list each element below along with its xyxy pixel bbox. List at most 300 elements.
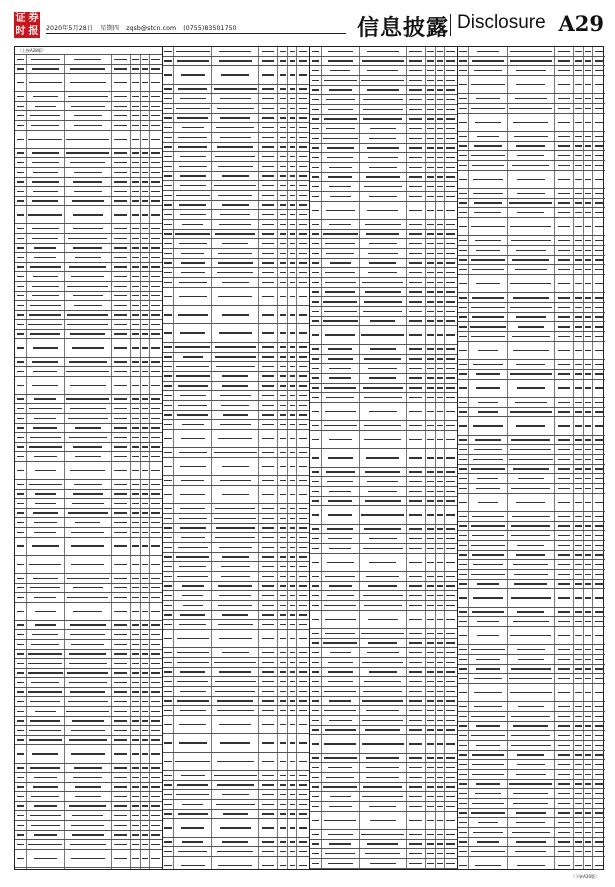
table-cell (593, 114, 605, 131)
table-row (163, 543, 310, 553)
table-cell (297, 734, 309, 751)
table-cell (322, 307, 360, 316)
table-cell (297, 819, 309, 836)
table-cell (407, 66, 426, 75)
table-cell (112, 499, 131, 508)
table-cell (288, 123, 297, 132)
table-cell (407, 525, 426, 534)
table-row (310, 144, 457, 154)
table-cell (407, 629, 426, 638)
table-cell (112, 480, 131, 489)
table-cell (426, 403, 436, 420)
table-cell (436, 144, 445, 153)
table-cell (259, 677, 278, 686)
table-row (310, 477, 457, 487)
table-cell (288, 353, 297, 362)
table-cell (163, 47, 175, 56)
table-cell (322, 47, 360, 56)
table-cell (259, 810, 278, 819)
table-cell (584, 218, 593, 235)
table-cell (584, 256, 593, 265)
table-cell (212, 239, 259, 248)
table-row (458, 684, 606, 702)
table-cell (297, 800, 309, 809)
table-row (15, 339, 162, 357)
table-cell (458, 780, 470, 789)
table-cell (555, 246, 574, 255)
table-cell (584, 828, 593, 837)
table-cell (288, 601, 297, 610)
table-cell (259, 143, 278, 152)
table-row (163, 152, 310, 162)
table-cell (65, 395, 112, 404)
table-cell (163, 114, 175, 123)
table-cell (426, 230, 436, 239)
logo-char: 报 (28, 26, 39, 37)
table-cell (27, 292, 65, 301)
table-cell (436, 840, 445, 849)
table-cell (15, 292, 27, 301)
table-cell (407, 144, 426, 153)
table-cell (259, 306, 278, 323)
table-cell (131, 802, 141, 811)
table-cell (360, 173, 407, 182)
table-cell (297, 391, 309, 400)
continued-note: （下转A30版） (571, 874, 599, 879)
table-cell (27, 395, 65, 404)
table-cell (445, 66, 457, 75)
table-cell (469, 684, 507, 701)
table-cell (458, 818, 470, 827)
table-cell (426, 572, 436, 581)
table-cell (407, 124, 426, 133)
table-cell (288, 543, 297, 552)
table-cell (163, 611, 175, 620)
table-cell (150, 197, 162, 206)
table-cell (407, 57, 426, 66)
table-cell (297, 486, 309, 503)
table-cell (593, 189, 605, 198)
table-row (15, 669, 162, 679)
table-cell (131, 443, 141, 452)
table-row (458, 189, 606, 199)
table-cell (212, 123, 259, 132)
table-cell (469, 208, 507, 217)
table-cell (469, 132, 507, 141)
table-cell (65, 518, 112, 527)
table-cell (288, 201, 297, 210)
table-cell (360, 259, 407, 268)
table-cell (141, 149, 150, 158)
table-cell (131, 584, 141, 593)
table-cell (163, 677, 175, 686)
table-row (310, 706, 457, 716)
table-cell (593, 857, 605, 869)
table-cell (141, 224, 150, 233)
table-cell (297, 572, 309, 581)
table-cell (584, 474, 593, 483)
table-cell (131, 111, 141, 120)
table-cell (131, 480, 141, 489)
table-cell (297, 790, 309, 799)
table-cell (508, 589, 555, 606)
table-cell (426, 278, 436, 287)
table-cell (297, 47, 309, 56)
table-cell (174, 85, 212, 94)
table-row (163, 781, 310, 791)
table-cell (322, 144, 360, 153)
table-cell (426, 134, 436, 143)
table-cell (131, 414, 141, 423)
table-cell (27, 792, 65, 801)
table-row (15, 640, 162, 650)
table-cell (310, 611, 322, 628)
table-cell (112, 330, 131, 339)
table-cell (65, 452, 112, 461)
table-cell (574, 722, 584, 731)
table-cell (445, 202, 457, 219)
table-cell (212, 601, 259, 610)
table-cell (436, 288, 445, 297)
table-cell (288, 391, 297, 400)
table-cell (322, 182, 360, 191)
table-cell (322, 677, 360, 686)
table-cell (297, 697, 309, 706)
table-row (310, 840, 457, 850)
table-cell (141, 111, 150, 120)
table-cell (436, 355, 445, 364)
table-cell (310, 326, 322, 343)
table-row (310, 544, 457, 554)
table-cell (426, 611, 436, 628)
table-cell (131, 131, 141, 148)
table-cell (322, 754, 360, 763)
table-cell (322, 384, 360, 393)
table-cell (555, 570, 574, 579)
table-cell (436, 230, 445, 239)
table-cell (407, 95, 426, 104)
table-cell (436, 86, 445, 95)
table-cell (65, 65, 112, 74)
table-cell (458, 789, 470, 798)
table-row (310, 629, 457, 639)
table-cell (163, 85, 175, 94)
table-cell (288, 401, 297, 410)
table-cell (212, 230, 259, 239)
table-cell (65, 301, 112, 310)
table-cell (407, 393, 426, 402)
table-cell (174, 47, 212, 56)
table-cell (15, 584, 27, 593)
table-cell (584, 741, 593, 750)
table-row (458, 731, 606, 741)
table-cell (508, 465, 555, 474)
table-cell (445, 384, 457, 393)
table-cell (436, 105, 445, 114)
table-row (458, 474, 606, 484)
table-cell (508, 541, 555, 550)
table-cell (163, 706, 175, 715)
table-cell (150, 55, 162, 64)
table-cell (131, 707, 141, 716)
table-cell (65, 574, 112, 583)
table-cell (288, 324, 297, 341)
table-cell (360, 163, 407, 172)
table-cell (278, 104, 288, 113)
table-cell (360, 572, 407, 581)
table-cell (458, 151, 470, 160)
table-row (458, 789, 606, 799)
table-cell (360, 601, 407, 610)
table-row (310, 783, 457, 793)
table-row (310, 220, 457, 230)
table-cell (310, 716, 322, 725)
table-cell (141, 206, 150, 223)
table-cell (278, 533, 288, 542)
table-cell (458, 770, 470, 779)
table-cell (112, 811, 131, 820)
table-cell (469, 512, 507, 521)
table-cell (65, 131, 112, 148)
table-cell (445, 105, 457, 114)
table-cell (469, 313, 507, 322)
table-cell (458, 494, 470, 511)
table-cell (65, 556, 112, 573)
table-cell (593, 838, 605, 847)
table-cell (15, 377, 27, 394)
table-cell (310, 706, 322, 715)
table-cell (174, 94, 212, 103)
table-cell (555, 313, 574, 322)
table-cell (288, 591, 297, 600)
table-cell (322, 431, 360, 448)
table-cell (407, 449, 426, 466)
table-cell (407, 192, 426, 201)
table-cell (163, 268, 175, 277)
table-cell (150, 678, 162, 687)
table-row (163, 259, 310, 269)
table-cell (131, 574, 141, 583)
table-cell (150, 74, 162, 91)
table-cell (574, 617, 584, 626)
table-cell (574, 838, 584, 847)
table-cell (212, 771, 259, 780)
table-cell (436, 582, 445, 591)
table-cell (445, 534, 457, 543)
table-cell (469, 712, 507, 721)
table-cell (310, 144, 322, 153)
table-cell (212, 152, 259, 161)
table-cell (436, 629, 445, 638)
table-cell (259, 458, 278, 475)
table-cell (15, 556, 27, 573)
issue-weekday: 星期四 (100, 25, 120, 32)
table-cell (426, 849, 436, 858)
table-cell (469, 857, 507, 869)
table-cell (27, 868, 65, 869)
table-cell (310, 47, 322, 56)
table-cell (27, 311, 65, 320)
table-cell (15, 234, 27, 243)
table-cell (574, 589, 584, 606)
table-cell (259, 353, 278, 362)
table-cell (65, 111, 112, 120)
table-cell (278, 239, 288, 248)
table-row (15, 821, 162, 831)
table-cell (310, 572, 322, 581)
table-cell (278, 430, 288, 447)
table-row (163, 753, 310, 771)
table-cell (322, 802, 360, 811)
table-row (310, 534, 457, 544)
logo-char: 券 (28, 13, 39, 24)
table-cell (112, 528, 131, 537)
table-cell (360, 783, 407, 792)
table-cell (508, 342, 555, 359)
table-cell (131, 811, 141, 820)
table-cell (555, 809, 574, 818)
table-cell (278, 504, 288, 513)
table-cell (436, 648, 445, 657)
table-cell (65, 688, 112, 697)
table-cell (288, 819, 297, 836)
table-cell (584, 171, 593, 188)
table-cell (141, 574, 150, 583)
table-cell (212, 420, 259, 429)
table-cell (65, 640, 112, 649)
table-cell (15, 414, 27, 423)
table-cell (322, 259, 360, 268)
table-cell (310, 554, 322, 571)
table-cell (163, 753, 175, 770)
table-cell (555, 455, 574, 464)
table-cell (469, 171, 507, 188)
table-cell (574, 265, 584, 274)
table-cell (27, 452, 65, 461)
table-cell (584, 838, 593, 847)
table-cell (150, 320, 162, 329)
table-cell (584, 645, 593, 654)
table-cell (141, 292, 150, 301)
table-cell (508, 655, 555, 664)
table-cell (150, 395, 162, 404)
table-cell (259, 47, 278, 56)
table-cell (259, 239, 278, 248)
table-cell (141, 518, 150, 527)
table-cell (310, 317, 322, 326)
table-cell (150, 244, 162, 253)
table-cell (310, 859, 322, 868)
table-cell (360, 830, 407, 839)
table-cell (65, 792, 112, 801)
table-cell (150, 726, 162, 735)
table-cell (555, 799, 574, 808)
table-cell (360, 86, 407, 95)
table-cell (150, 831, 162, 840)
table-cell (112, 593, 131, 602)
table-cell (574, 380, 584, 397)
table-cell (27, 339, 65, 356)
table-cell (593, 580, 605, 589)
table-row (163, 191, 310, 201)
table-cell (259, 601, 278, 610)
table-cell (469, 522, 507, 531)
table-row (310, 697, 457, 707)
table-cell (150, 292, 162, 301)
table-cell (360, 639, 407, 648)
table-cell (278, 476, 288, 485)
table-cell (458, 838, 470, 847)
table-cell (141, 726, 150, 735)
table-cell (508, 171, 555, 188)
table-cell (288, 706, 297, 715)
table-cell (584, 236, 593, 245)
table-cell (15, 358, 27, 367)
table-cell (407, 706, 426, 715)
table-cell (259, 162, 278, 171)
table-cell (112, 367, 131, 376)
table-cell (174, 648, 212, 657)
table-cell (174, 362, 212, 371)
table-cell (584, 531, 593, 540)
table-cell (469, 151, 507, 160)
table-row (310, 726, 457, 736)
table-cell (360, 220, 407, 229)
table-row (458, 218, 606, 236)
table-cell (310, 268, 322, 277)
table-cell (436, 163, 445, 172)
table-cell (174, 123, 212, 132)
table-cell (458, 484, 470, 493)
table-cell (593, 104, 605, 113)
table-cell (174, 288, 212, 305)
table-cell (174, 201, 212, 210)
table-cell (445, 307, 457, 316)
table-cell (469, 76, 507, 93)
table-row (310, 812, 457, 830)
table-cell (131, 358, 141, 367)
table-cell (212, 668, 259, 677)
table-cell (469, 847, 507, 856)
table-cell (297, 857, 309, 869)
table-cell (593, 809, 605, 818)
table-cell (310, 506, 322, 523)
table-cell (27, 603, 65, 620)
table-cell (310, 220, 322, 229)
table-row (458, 570, 606, 580)
table-cell (469, 380, 507, 397)
table-cell (65, 433, 112, 442)
table-cell (131, 92, 141, 101)
table-cell (445, 239, 457, 248)
table-cell (27, 462, 65, 479)
table-cell (174, 543, 212, 552)
table-cell (469, 741, 507, 750)
table-cell (150, 339, 162, 356)
table-cell (65, 377, 112, 394)
table-cell (278, 162, 288, 171)
table-cell (469, 455, 507, 464)
table-cell (469, 809, 507, 818)
table-cell (426, 525, 436, 534)
table-cell (458, 132, 470, 141)
table-cell (407, 364, 426, 373)
table-cell (163, 819, 175, 836)
table-cell (27, 707, 65, 716)
table-cell (259, 800, 278, 809)
table-cell (436, 403, 445, 420)
table-cell (27, 131, 65, 148)
